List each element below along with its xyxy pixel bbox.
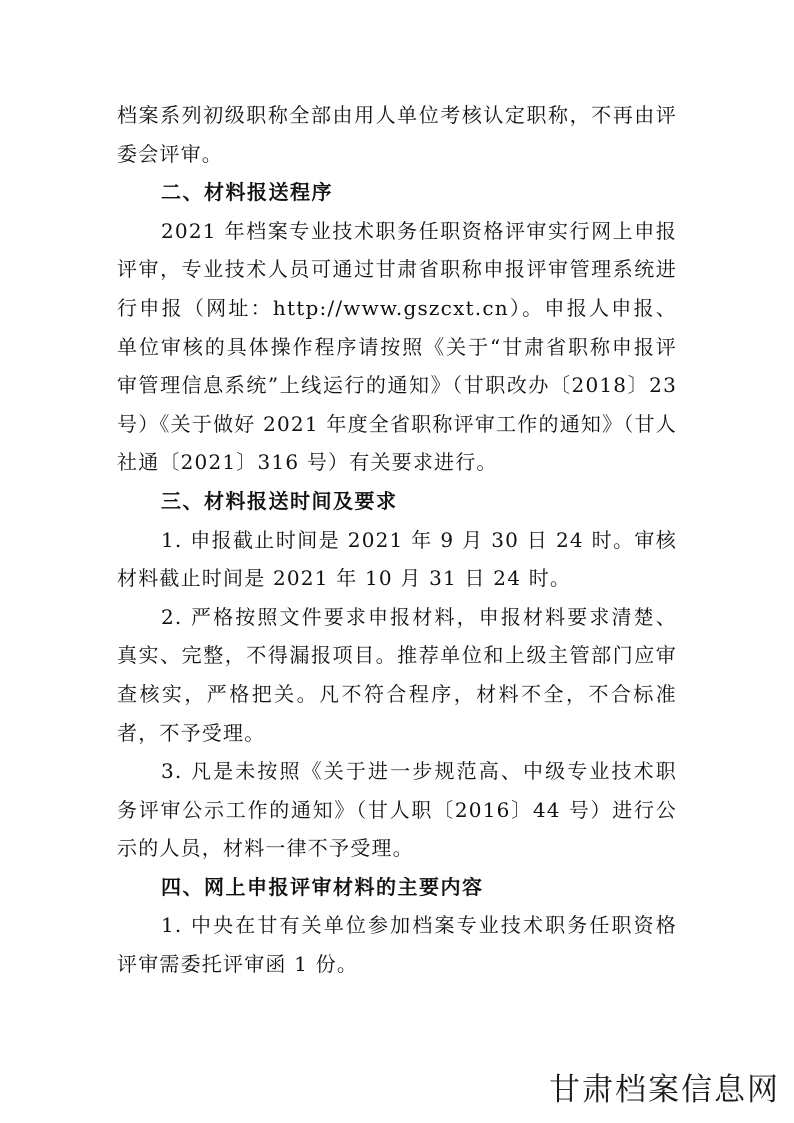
- paragraph-entrustment-letter: 1. 中央在甘有关单位参加档案专业技术职务任职资格评审需委托评审函 1 份。: [117, 913, 677, 977]
- section-heading-time-requirements: 三、材料报送时间及要求: [161, 488, 398, 513]
- section-heading-procedure: 二、材料报送程序: [161, 180, 333, 205]
- paragraph-procedure: 2021 年档案专业技术职务任职资格评审实行网上申报评审，专业技术人员可通过甘肃省职称申报评审管理系统进行申报（网址：http://www.gszcxt.cn）。申报人申报、单位审核的具体操作程序请按照《关于“甘肃省职称申报评审管理信息系统”上线运行的通知》（甘职改办〔2018〕23 号）《关于做好 2021 年度全省职称评审工作的通知》（甘人社通〔2021〕316 号）有关要求进行。: [117, 218, 677, 475]
- paragraph-continuation: 档案系列初级职称全部由用人单位考核认定职称，不再由评委会评审。: [117, 103, 677, 166]
- paragraph-strict-requirements: 2. 严格按照文件要求申报材料，申报材料要求清楚、真实、完整，不得漏报项目。推荐单位和上级主管部门应审查核实，严格把关。凡不符合程序，材料不全，不合标准者，不予受理。: [117, 604, 677, 745]
- document-body: [117, 96, 677, 984]
- watermark-site-name: 甘肃档案信息网: [549, 1072, 780, 1108]
- section-heading-online-materials: 四、网上申报评审材料的主要内容: [161, 874, 484, 899]
- paragraph-deadline: 1. 申报截止时间是 2021 年 9 月 30 日 24 时。审核材料截止时间是 2021 年 10 月 31 日 24 时。: [117, 527, 677, 591]
- paragraph-publicity: 3. 凡是未按照《关于进一步规范高、中级专业技术职务评审公示工作的通知》（甘人职〔2016〕44 号）进行公示的人员，材料一律不予受理。: [117, 759, 677, 861]
